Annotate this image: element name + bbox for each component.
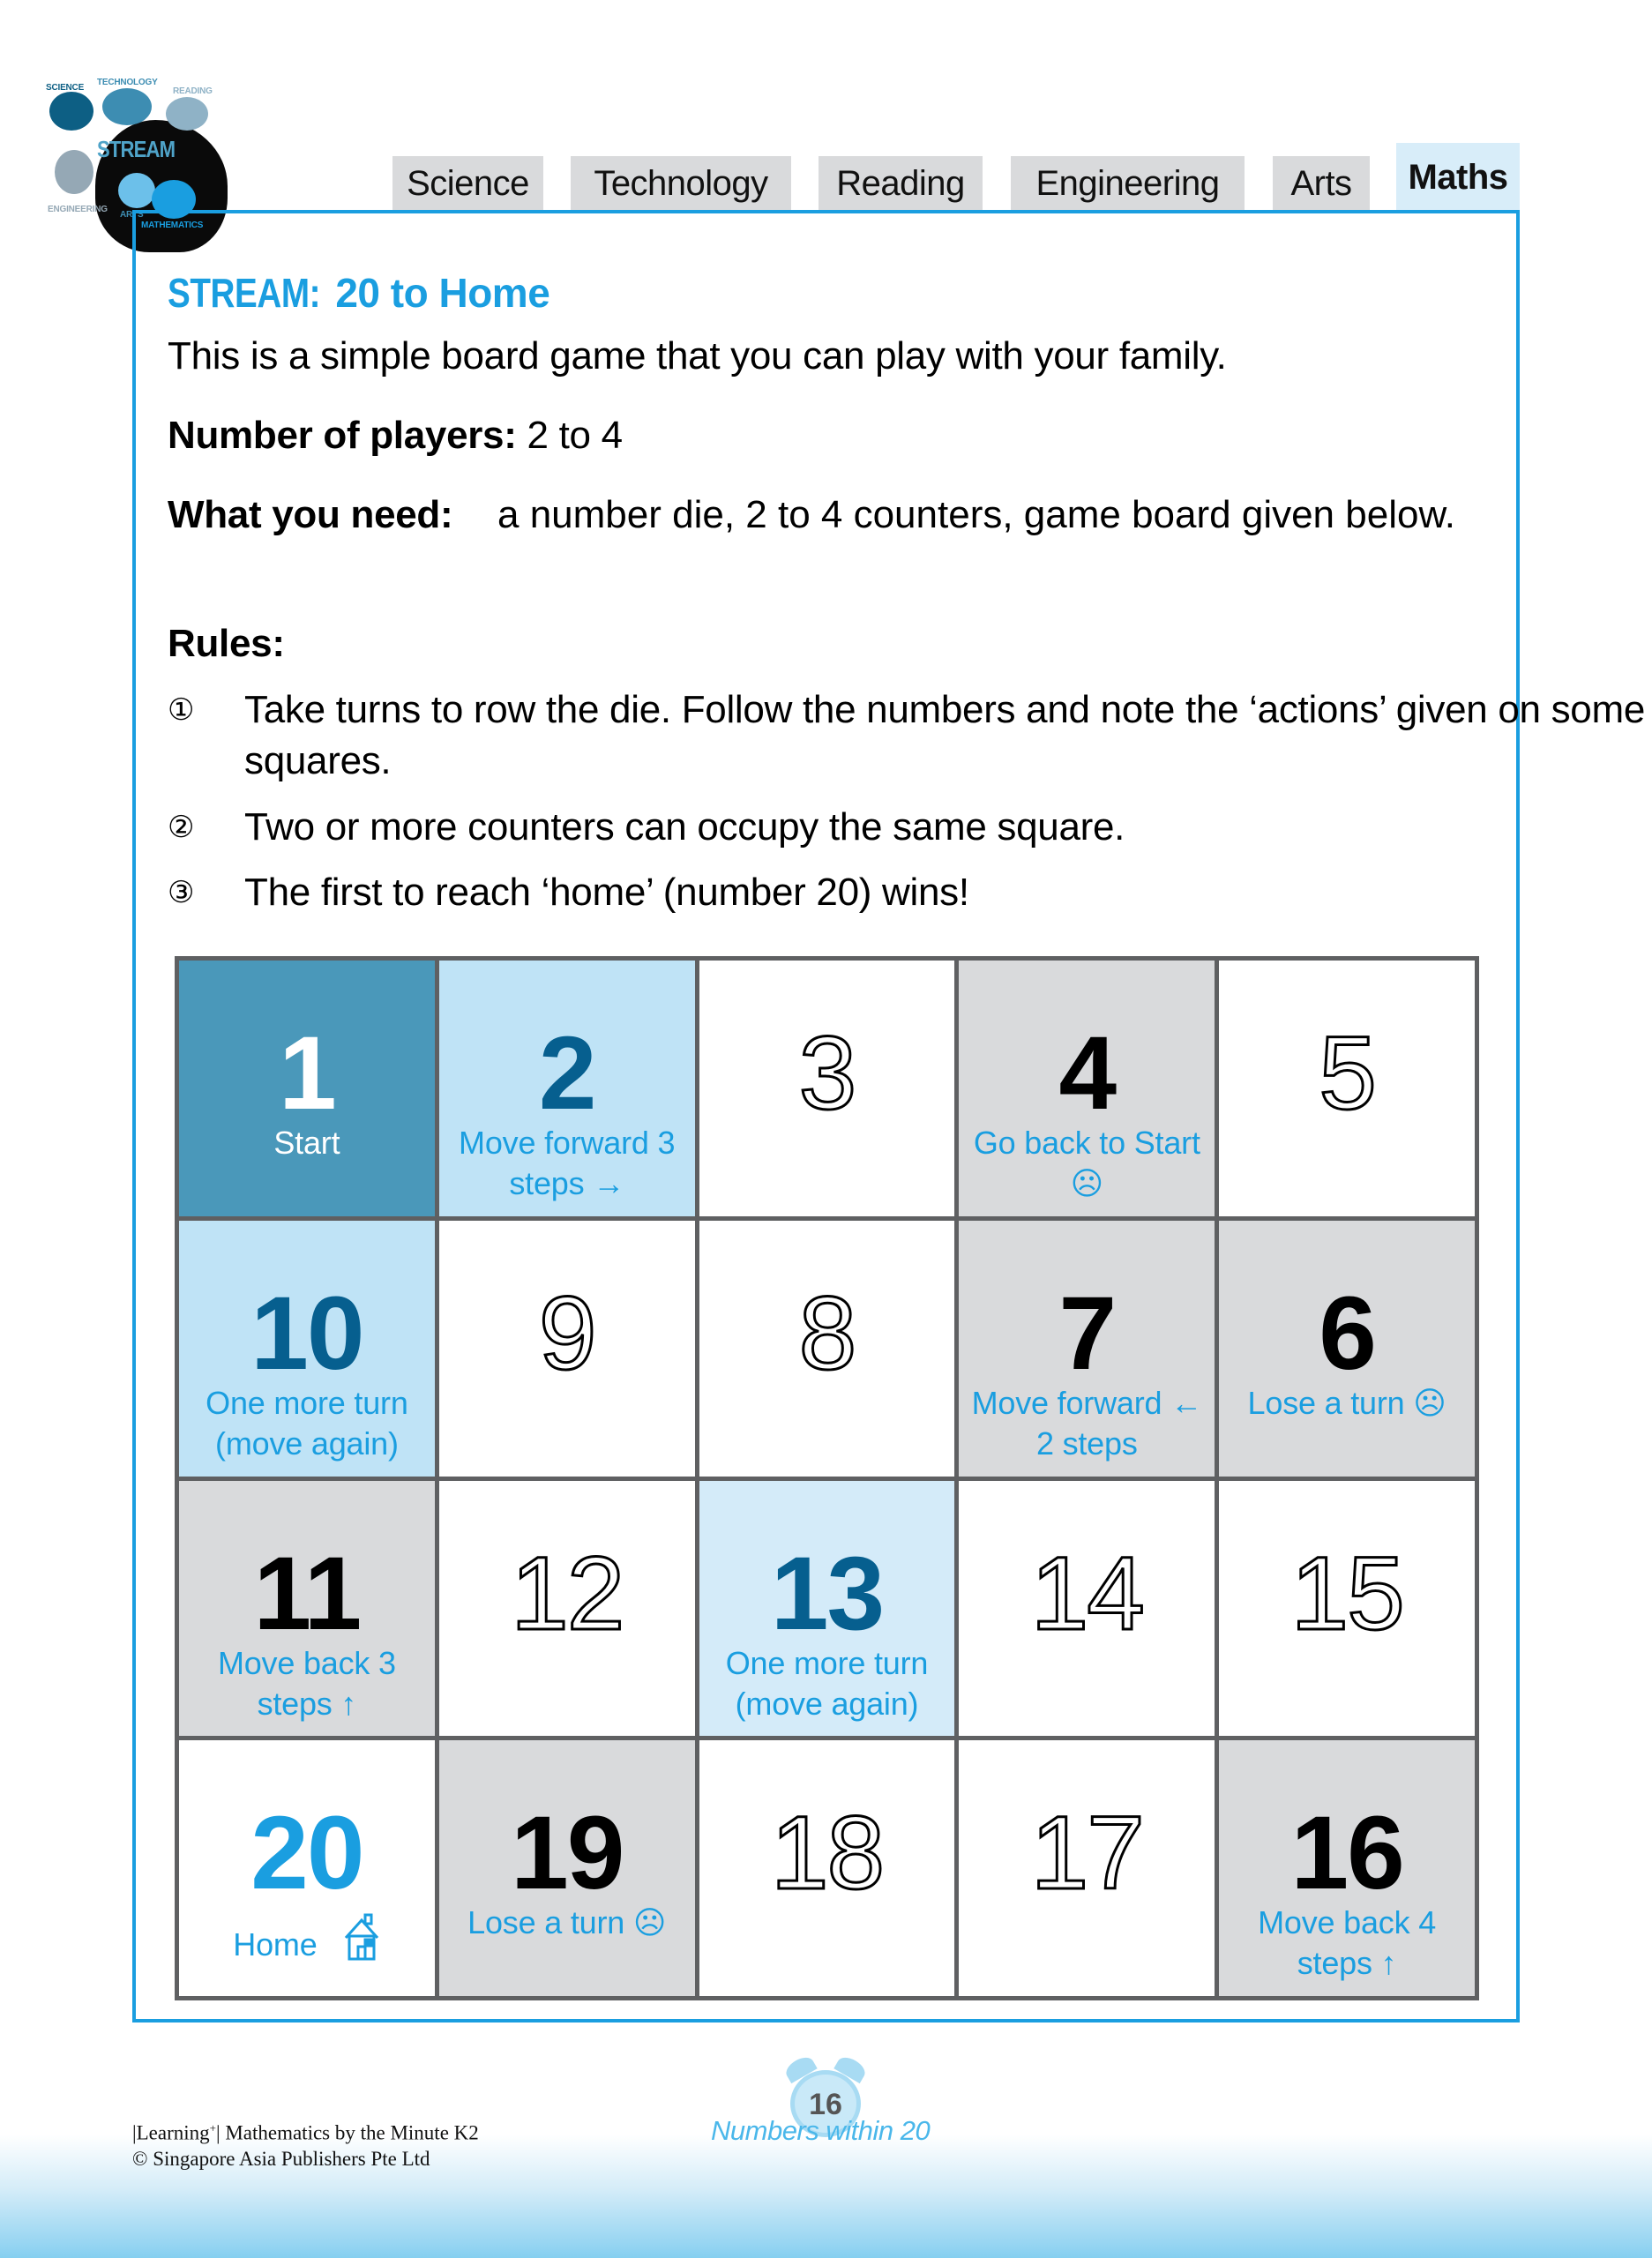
logo-tag-technology: TECHNOLOGY <box>97 78 158 87</box>
board-square-20 <box>179 1740 435 1996</box>
tab-science[interactable]: Science <box>392 156 543 211</box>
board-square-19 <box>439 1740 695 1996</box>
square-number: 20 <box>250 1795 363 1912</box>
need-value: a number die, 2 to 4 counters, game board given below. <box>497 493 1456 536</box>
copyright: © Singapore Asia Publishers Pte Ltd <box>132 2147 430 2170</box>
board-square-9 <box>439 1221 695 1477</box>
board-square-6 <box>1219 1221 1475 1477</box>
home-label: Home <box>233 1926 318 1963</box>
rule-text: Two or more counters can occupy the same square. <box>244 805 1125 849</box>
book-title-suffix: | Mathematics by the Minute K2 <box>215 2121 479 2144</box>
square-number: 7 <box>1058 1275 1116 1392</box>
board-square-5 <box>1219 961 1475 1216</box>
rule-number-icon: ③ <box>168 876 195 909</box>
square-number: 18 <box>770 1795 884 1912</box>
board-square-14 <box>959 1481 1215 1737</box>
square-action-label <box>179 1913 435 1972</box>
board-square-4 <box>959 961 1215 1216</box>
need-label-text: What you need: <box>168 493 453 536</box>
square-number: 9 <box>538 1275 595 1392</box>
page-title <box>168 269 549 317</box>
square-action-label: Move forward ← 2 steps <box>971 1384 1202 1462</box>
board-square-2 <box>439 961 695 1216</box>
square-action-label: Lose a turn ☹ <box>467 1904 667 1941</box>
tab-arts[interactable]: Arts <box>1273 156 1370 211</box>
board-square-1 <box>179 961 435 1216</box>
square-number: 2 <box>538 1015 595 1132</box>
square-number: 5 <box>1319 1015 1375 1132</box>
square-number: 6 <box>1319 1275 1375 1392</box>
square-action-label: One more turn (move again) <box>206 1384 408 1462</box>
players-value: 2 to 4 <box>516 414 623 457</box>
board-square-15 <box>1219 1481 1475 1737</box>
game-board <box>175 956 1479 2000</box>
board-square-18 <box>699 1740 955 1996</box>
house-icon <box>342 1913 381 1972</box>
logo-tag-engineering: ENGINEERING <box>48 205 108 214</box>
square-number: 11 <box>253 1535 361 1652</box>
book-title <box>132 2115 479 2146</box>
board-square-7 <box>959 1221 1215 1477</box>
square-number: 14 <box>1030 1535 1143 1652</box>
logo-word: STREAM <box>97 136 176 162</box>
square-action-label: Move forward 3 steps → <box>459 1125 676 1201</box>
page-number: 16 <box>809 2088 842 2121</box>
logo-tag-mathematics: MATHEMATICS <box>141 221 204 230</box>
board-square-11 <box>179 1481 435 1737</box>
board-square-12 <box>439 1481 695 1737</box>
square-action-label: One more turn (move again) <box>725 1644 929 1722</box>
square-number: 10 <box>250 1275 363 1392</box>
square-number: 15 <box>1290 1535 1403 1652</box>
tab-reading[interactable]: Reading <box>819 156 983 211</box>
arts-cloud-icon <box>118 173 155 208</box>
tab-technology[interactable]: Technology <box>571 156 791 211</box>
technology-cloud-icon <box>102 88 152 125</box>
square-number: 4 <box>1058 1015 1116 1132</box>
square-number: 19 <box>511 1795 624 1912</box>
title-prefix: STREAM: <box>168 270 321 316</box>
logo-tag-arts: ARTS <box>120 210 144 220</box>
rules-heading <box>168 618 285 669</box>
square-number: 3 <box>798 1015 856 1132</box>
rule-text: The first to reach ‘home’ (number 20) wins! <box>244 871 969 914</box>
chapter-topic: Numbers within 20 <box>711 2115 931 2146</box>
board-square-16 <box>1219 1740 1475 1996</box>
square-action-label: Go back to Start ☹ <box>973 1125 1200 1201</box>
book-title-sup: + <box>209 2121 216 2135</box>
square-action-label: Move back 4 steps ↑ <box>1258 1904 1437 1982</box>
rule-number-icon: ② <box>168 811 195 844</box>
science-cloud-icon <box>49 92 93 131</box>
board-square-13 <box>699 1481 955 1737</box>
square-number: 12 <box>511 1535 624 1652</box>
tab-engineering[interactable]: Engineering <box>1011 156 1245 211</box>
square-action-label: Move back 3 steps ↑ <box>217 1644 396 1722</box>
need-label <box>168 490 452 541</box>
square-number: 8 <box>798 1275 856 1392</box>
board-square-8 <box>699 1221 955 1477</box>
players-label: Number of players: <box>168 414 517 457</box>
title-rest: 20 to Home <box>325 270 550 316</box>
rules-heading-text: Rules: <box>168 622 285 665</box>
square-number: 16 <box>1290 1795 1403 1912</box>
board-square-17 <box>959 1740 1215 1996</box>
logo-tag-science: SCIENCE <box>46 83 85 93</box>
rule-number-icon: ① <box>168 693 195 727</box>
square-number: 17 <box>1030 1795 1143 1912</box>
reading-cloud-icon <box>166 97 208 131</box>
footer-credits <box>132 2115 479 2172</box>
book-title-prefix: |Learning <box>132 2121 210 2144</box>
engineering-cloud-icon <box>55 150 93 194</box>
tab-maths[interactable]: Maths <box>1396 143 1520 212</box>
square-action-label: Lose a turn ☹ <box>1247 1384 1446 1421</box>
board-square-10 <box>179 1221 435 1477</box>
square-number: 13 <box>770 1535 884 1652</box>
square-number: 1 <box>279 1015 335 1132</box>
players-line <box>168 410 623 461</box>
square-action-label: Start <box>273 1125 340 1161</box>
logo-tag-reading: READING <box>173 86 213 96</box>
intro-text: This is a simple board game that you can play with your family. <box>168 334 1227 378</box>
board-square-3 <box>699 961 955 1216</box>
rule-text: Take turns to row the die. Follow the numbers and note the ‘actions’ given on some squares. <box>244 688 1645 782</box>
